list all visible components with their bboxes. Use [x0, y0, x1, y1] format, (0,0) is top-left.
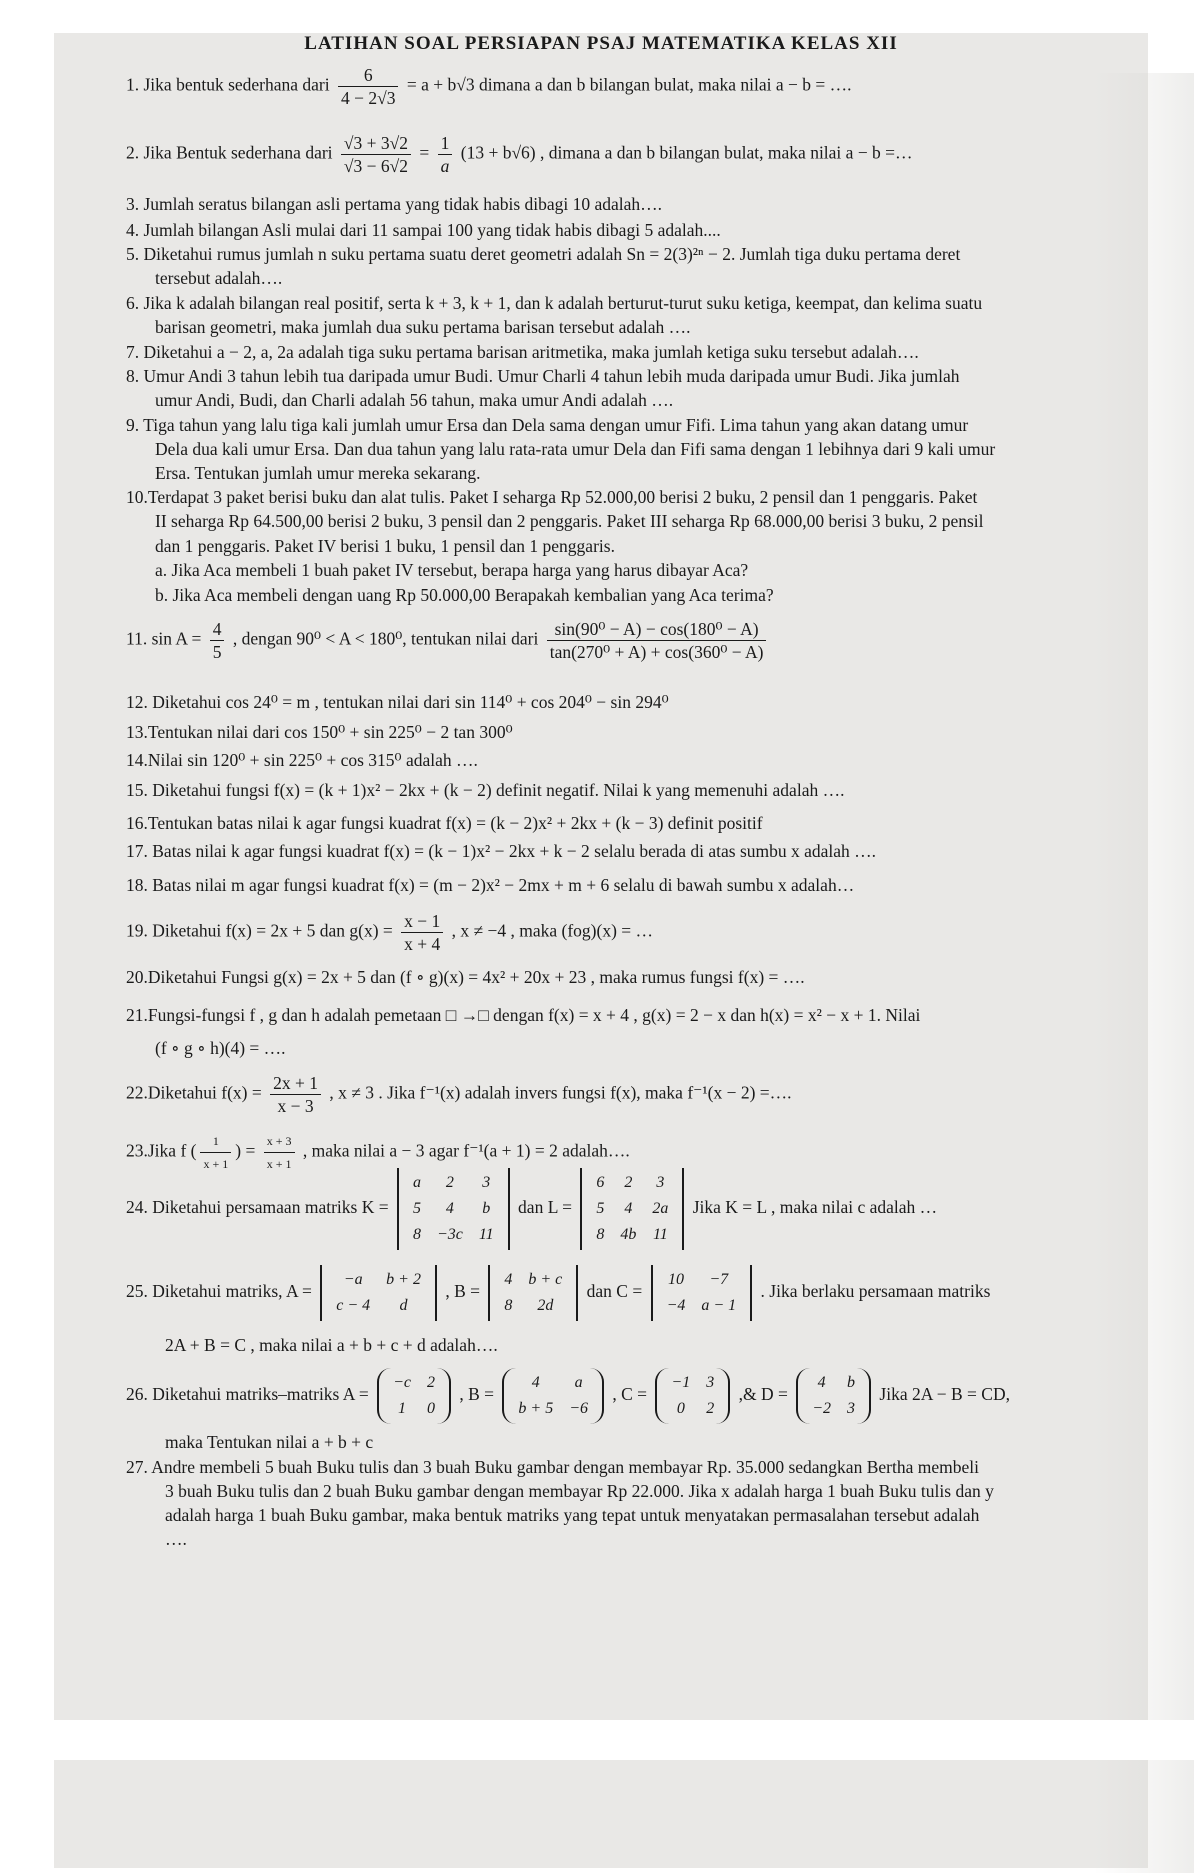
matrix-cell: 6: [596, 1174, 605, 1191]
q26-text: 26. Diketahui matriks–matriks A =: [126, 1384, 369, 1405]
q1-text-2: = a + b√3 dimana a dan b bilangan bulat, maka nilai a − b = ….: [406, 74, 852, 95]
matrix-cell: 0: [426, 1400, 435, 1417]
question-8: 8. Umur Andi 3 tahun lebih tua daripada umur Budi. Umur Charli 4 tahun lebih muda daripada umur Budi. Jika jumlah: [126, 366, 960, 386]
q2-numerator: √3 + 3√2: [341, 132, 411, 155]
question-5-cont: tersebut adalah….: [155, 268, 283, 288]
matrix-cell: 4: [504, 1271, 513, 1288]
matrix-cell: 2: [426, 1374, 435, 1391]
q19-denominator: x + 4: [404, 934, 441, 954]
q24-text: 24. Diketahui persamaan matriks K =: [126, 1197, 389, 1218]
matrix-cell: 4: [445, 1200, 454, 1217]
question-27: 27. Andre membeli 5 buah Buku tulis dan 3 buah Buku gambar dengan membayar Rp. 35.000 sedangkan Bertha membeli: [126, 1457, 979, 1477]
matrix-cell: 2a: [652, 1200, 669, 1217]
matrix-cell: −4: [666, 1297, 686, 1314]
q22-text: 22.Diketahui f(x) =: [126, 1082, 262, 1103]
question-5: 5. Diketahui rumus jumlah n suku pertama suatu deret geometri adalah Sn = 2(3)²ⁿ − 2. Jumlah tiga duku pertama deret: [126, 244, 961, 264]
question-10b: b. Jika Aca membeli dengan uang Rp 50.000,00 Berapakah kembalian yang Aca terima?: [155, 585, 774, 605]
q25-matrix-b: [488, 1265, 578, 1321]
question-10-cont: II seharga Rp 64.500,00 berisi 2 buku, 3 pensil dan 2 penggaris. Paket III seharga Rp 68.000,00 berisi 3 buku, 2 pensil: [155, 511, 984, 531]
matrix-cell: 8: [412, 1226, 421, 1243]
q11-big-fraction: [547, 618, 767, 663]
matrix-cell: 4: [624, 1200, 633, 1217]
q19-numerator: x − 1: [401, 910, 443, 933]
matrix-cell: b + 2: [386, 1271, 421, 1288]
matrix-cell: 3: [656, 1174, 665, 1191]
question-9-cont: Dela dua kali umur Ersa. Dan dua tahun yang lalu rata-rata umur Dela dan Fifi sama dengan 1 lebihnya dari 9 kali umur: [155, 439, 996, 459]
matrix-cell: a: [412, 1174, 421, 1191]
matrix-cell: 11: [652, 1226, 668, 1243]
question-27-cont: 3 buah Buku tulis dan 2 buah Buku gambar dengan membayar Rp 22.000. Jika x adalah harga 1 buah Buku tulis dan y: [165, 1481, 994, 1501]
q24-matrix-k: [397, 1168, 510, 1250]
q2-denominator: √3 − 6√2: [343, 156, 408, 176]
q25-matrix-c: [651, 1265, 753, 1321]
question-7: 7. Diketahui a − 2, a, 2a adalah tiga suku pertama barisan aritmetika, maka jumlah ketiga suku tersebut adalah….: [126, 342, 919, 362]
question-17: 17. Batas nilai k agar fungsi kuadrat f(x) = (k − 1)x² − 2kx + k − 2 selalu berada di atas sumbu x adalah ….: [126, 841, 877, 861]
q19-fraction: [401, 910, 443, 955]
question-21-cont: (f ∘ g ∘ h)(4) = ….: [155, 1038, 286, 1058]
matrix-cell: 10: [667, 1271, 684, 1288]
question-10a: a. Jika Aca membeli 1 buah paket IV tersebut, berapa harga yang harus dibayar Aca?: [155, 560, 749, 580]
q1-numerator: 6: [338, 64, 398, 87]
matrix-cell: −2: [812, 1400, 832, 1417]
matrix-cell: −1: [671, 1374, 691, 1391]
matrix-cell: 3: [706, 1374, 715, 1391]
question-6-cont: barisan geometri, maka jumlah dua suku pertama barisan tersebut adalah ….: [155, 317, 691, 337]
question-18: 18. Batas nilai m agar fungsi kuadrat f(x) = (m − 2)x² − 2mx + m + 6 selalu di bawah sumbu x adalah…: [126, 875, 855, 895]
matrix-cell: b + c: [528, 1271, 563, 1288]
q25-c-label: dan C =: [586, 1281, 643, 1302]
matrix-cell: 2: [445, 1174, 454, 1191]
q2-text-2: (13 + b√6) , dimana a dan b bilangan bulat, maka nilai a − b =…: [460, 142, 913, 163]
question-1: [126, 64, 1116, 109]
question-12: 12. Diketahui cos 24⁰ = m , tentukan nilai dari sin 114⁰ + cos 204⁰ − sin 294⁰: [126, 692, 669, 712]
q24-matrix-l: [580, 1168, 684, 1250]
matrix-cell: 5: [596, 1200, 605, 1217]
question-26: [126, 1368, 1116, 1424]
q26-matrix-b: [502, 1368, 604, 1424]
page-bottom-margin: [0, 1720, 1200, 1760]
q11-fraction: [210, 618, 225, 663]
q2-fraction-2: $\frac{1}{a}$: [438, 132, 453, 177]
q26-matrix-d: [796, 1368, 871, 1424]
q1-denominator: 4 − 2√3: [340, 88, 396, 108]
q26-matrix-c: [655, 1368, 730, 1424]
matrix-cell: 1: [398, 1400, 407, 1417]
question-25: [126, 1265, 1116, 1321]
matrix-cell: 5: [412, 1200, 421, 1217]
q23-denominator: x + 1: [203, 1157, 229, 1171]
question-22: [126, 1072, 1116, 1117]
q19-text: 19. Diketahui f(x) = 2x + 5 dan g(x) =: [126, 920, 393, 941]
q25-text-2: . Jika berlaku persamaan matriks: [760, 1281, 991, 1302]
question-24: [126, 1168, 1116, 1250]
question-10-cont-2: dan 1 penggaris. Paket IV berisi 1 buku, 1 pensil dan 1 penggaris.: [155, 536, 615, 556]
q24-text-2: dan L =: [518, 1197, 572, 1218]
q11-text: 11. sin A =: [126, 628, 202, 649]
question-14: 14.Nilai sin 120⁰ + sin 225⁰ + cos 315⁰ adalah ….: [126, 750, 478, 770]
q1-text: 1. Jika bentuk sederhana dari: [126, 74, 330, 95]
matrix-cell: −7: [709, 1271, 729, 1288]
q25-b-label: , B =: [445, 1281, 480, 1302]
q11-big-numerator: sin(90⁰ − A) − cos(180⁰ − A): [547, 618, 767, 641]
q1-fraction: [338, 64, 398, 109]
q26-c-label: , C =: [612, 1384, 648, 1405]
matrix-cell: a: [574, 1374, 583, 1391]
question-4: 4. Jumlah bilangan Asli mulai dari 11 sampai 100 yang tidak habis dibagi 5 adalah....: [126, 220, 721, 240]
q25-text: 25. Diketahui matriks,: [126, 1281, 283, 1302]
question-23: 23.Jika f ( $\frac{1}{x + 1}$ ) = $\frac{x + 3}{x + 1}$ , maka nilai a − 3 agar f⁻¹(a + 1) = 2 adalah….: [126, 1130, 1116, 1175]
q11-text-2: , dengan 90⁰ < A < 180⁰, tentukan nilai dari: [232, 628, 539, 649]
q26-matrix-a: [377, 1368, 451, 1424]
q25-a-label: A =: [285, 1281, 312, 1302]
matrix-cell: −6: [569, 1400, 588, 1417]
q24-text-3: Jika K = L , maka nilai c adalah …: [692, 1197, 938, 1218]
matrix-cell: 2d: [537, 1297, 554, 1314]
matrix-cell: 2: [624, 1174, 633, 1191]
question-21: 21.Fungsi-fungsi f , g dan h adalah pemetaan □ →□ dengan f(x) = x + 4 , g(x) = 2 − x dan h(x) = x² − x + 1. Nilai: [126, 1005, 921, 1025]
matrix-cell: 4: [817, 1374, 826, 1391]
q22-text-2: , x ≠ 3 . Jika f⁻¹(x) adalah invers fungsi f(x), maka f⁻¹(x − 2) =….: [329, 1082, 792, 1103]
q19-text-2: , x ≠ −4 , maka (fog)(x) = …: [451, 920, 654, 941]
matrix-cell: 8: [596, 1226, 605, 1243]
question-11: [126, 618, 1116, 663]
q11-numerator: 4: [210, 618, 225, 641]
matrix-cell: b + 5: [518, 1400, 554, 1417]
question-6: 6. Jika k adalah bilangan real positif, serta k + 3, k + 1, dan k adalah berturut-turut suku ketiga, keempat, dan kelima suatu: [126, 293, 983, 313]
question-15: 15. Diketahui fungsi f(x) = (k + 1)x² − 2kx + (k − 2) definit negatif. Nilai k yang memenuhi adalah ….: [126, 780, 845, 800]
question-2: 2. Jika Bentuk sederhana dari $\frac{√3 + 3√2}{√3 - 6√2}$ = $\frac{1}{a}$ (13 + b√6) , dimana a dan b bilangan bulat, maka nilai a − b =…: [126, 133, 913, 176]
q2-fraction: [341, 132, 411, 177]
question-26-cont: maka Tentukan nilai a + b + c: [165, 1432, 374, 1452]
document-title: LATIHAN SOAL PERSIAPAN PSAJ MATEMATIKA KELAS XII: [304, 33, 898, 54]
matrix-cell: 4b: [620, 1226, 637, 1243]
question-8-cont: umur Andi, Budi, dan Charli adalah 56 tahun, maka umur Andi adalah ….: [155, 390, 674, 410]
q11-denominator: 5: [212, 642, 222, 662]
matrix-cell: a − 1: [701, 1297, 737, 1314]
q23-numerator-2: x + 3: [264, 1130, 295, 1153]
q11-big-denominator: tan(270⁰ + A) + cos(360⁰ − A): [549, 642, 764, 662]
q22-numerator: 2x + 1: [270, 1072, 321, 1095]
question-9-cont-2: Ersa. Tentukan jumlah umur mereka sekarang.: [155, 463, 481, 483]
matrix-cell: d: [399, 1297, 408, 1314]
q26-b-label: , B =: [459, 1384, 495, 1405]
question-27-cont-3: ….: [165, 1529, 187, 1549]
matrix-cell: b: [847, 1374, 856, 1391]
question-16: 16.Tentukan batas nilai k agar fungsi kuadrat f(x) = (k − 2)x² + 2kx + (k − 3) definit positif: [126, 813, 763, 833]
q26-text-2: Jika 2A − B = CD,: [879, 1384, 1010, 1405]
matrix-cell: −3c: [436, 1226, 463, 1243]
q22-denominator: x − 3: [277, 1096, 314, 1116]
matrix-cell: 3: [482, 1174, 491, 1191]
matrix-cell: 4: [531, 1374, 540, 1391]
question-27-cont-2: adalah harga 1 buah Buku gambar, maka bentuk matriks yang tepat untuk menyatakan permasalahan tersebut adalah: [165, 1505, 980, 1525]
question-25-cont: 2A + B = C , maka nilai a + b + c + d adalah….: [165, 1335, 498, 1355]
question-13: 13.Tentukan nilai dari cos 150⁰ + sin 225⁰ − 2 tan 300⁰: [126, 722, 513, 742]
matrix-cell: 3: [847, 1400, 856, 1417]
matrix-cell: −a: [343, 1271, 363, 1288]
q22-fraction: [270, 1072, 321, 1117]
matrix-cell: 8: [504, 1297, 513, 1314]
q23-text-2: , maka nilai a − 3 agar f⁻¹(a + 1) = 2 adalah….: [302, 1140, 630, 1161]
question-10: 10.Terdapat 3 paket berisi buku dan alat tulis. Paket I seharga Rp 52.000,00 berisi 2 buku, 2 pensil dan 1 penggaris. Paket: [126, 487, 978, 507]
matrix-cell: 0: [676, 1400, 685, 1417]
question-9: 9. Tiga tahun yang lalu tiga kali jumlah umur Ersa dan Dela sama dengan umur Fifi. Lima tahun yang akan datang umur: [126, 415, 969, 435]
question-3: 3. Jumlah seratus bilangan asli pertama yang tidak habis dibagi 10 adalah….: [126, 194, 663, 214]
question-20: 20.Diketahui Fungsi g(x) = 2x + 5 dan (f ∘ g)(x) = 4x² + 20x + 23 , maka rumus fungsi f(x) = ….: [126, 967, 805, 987]
question-19: [126, 910, 1116, 955]
matrix-cell: c − 4: [336, 1297, 371, 1314]
q23-text: 23.Jika f: [126, 1140, 187, 1161]
matrix-cell: −c: [393, 1374, 411, 1391]
matrix-cell: 2: [706, 1400, 715, 1417]
matrix-cell: b: [482, 1200, 491, 1217]
q2-text: 2. Jika Bentuk sederhana dari: [126, 142, 333, 163]
q23-denominator-2: x + 1: [266, 1157, 292, 1171]
q25-matrix-a: [320, 1265, 437, 1321]
q23-numerator: 1: [200, 1130, 231, 1153]
q26-d-label: ,& D =: [738, 1384, 788, 1405]
matrix-cell: 11: [478, 1226, 494, 1243]
